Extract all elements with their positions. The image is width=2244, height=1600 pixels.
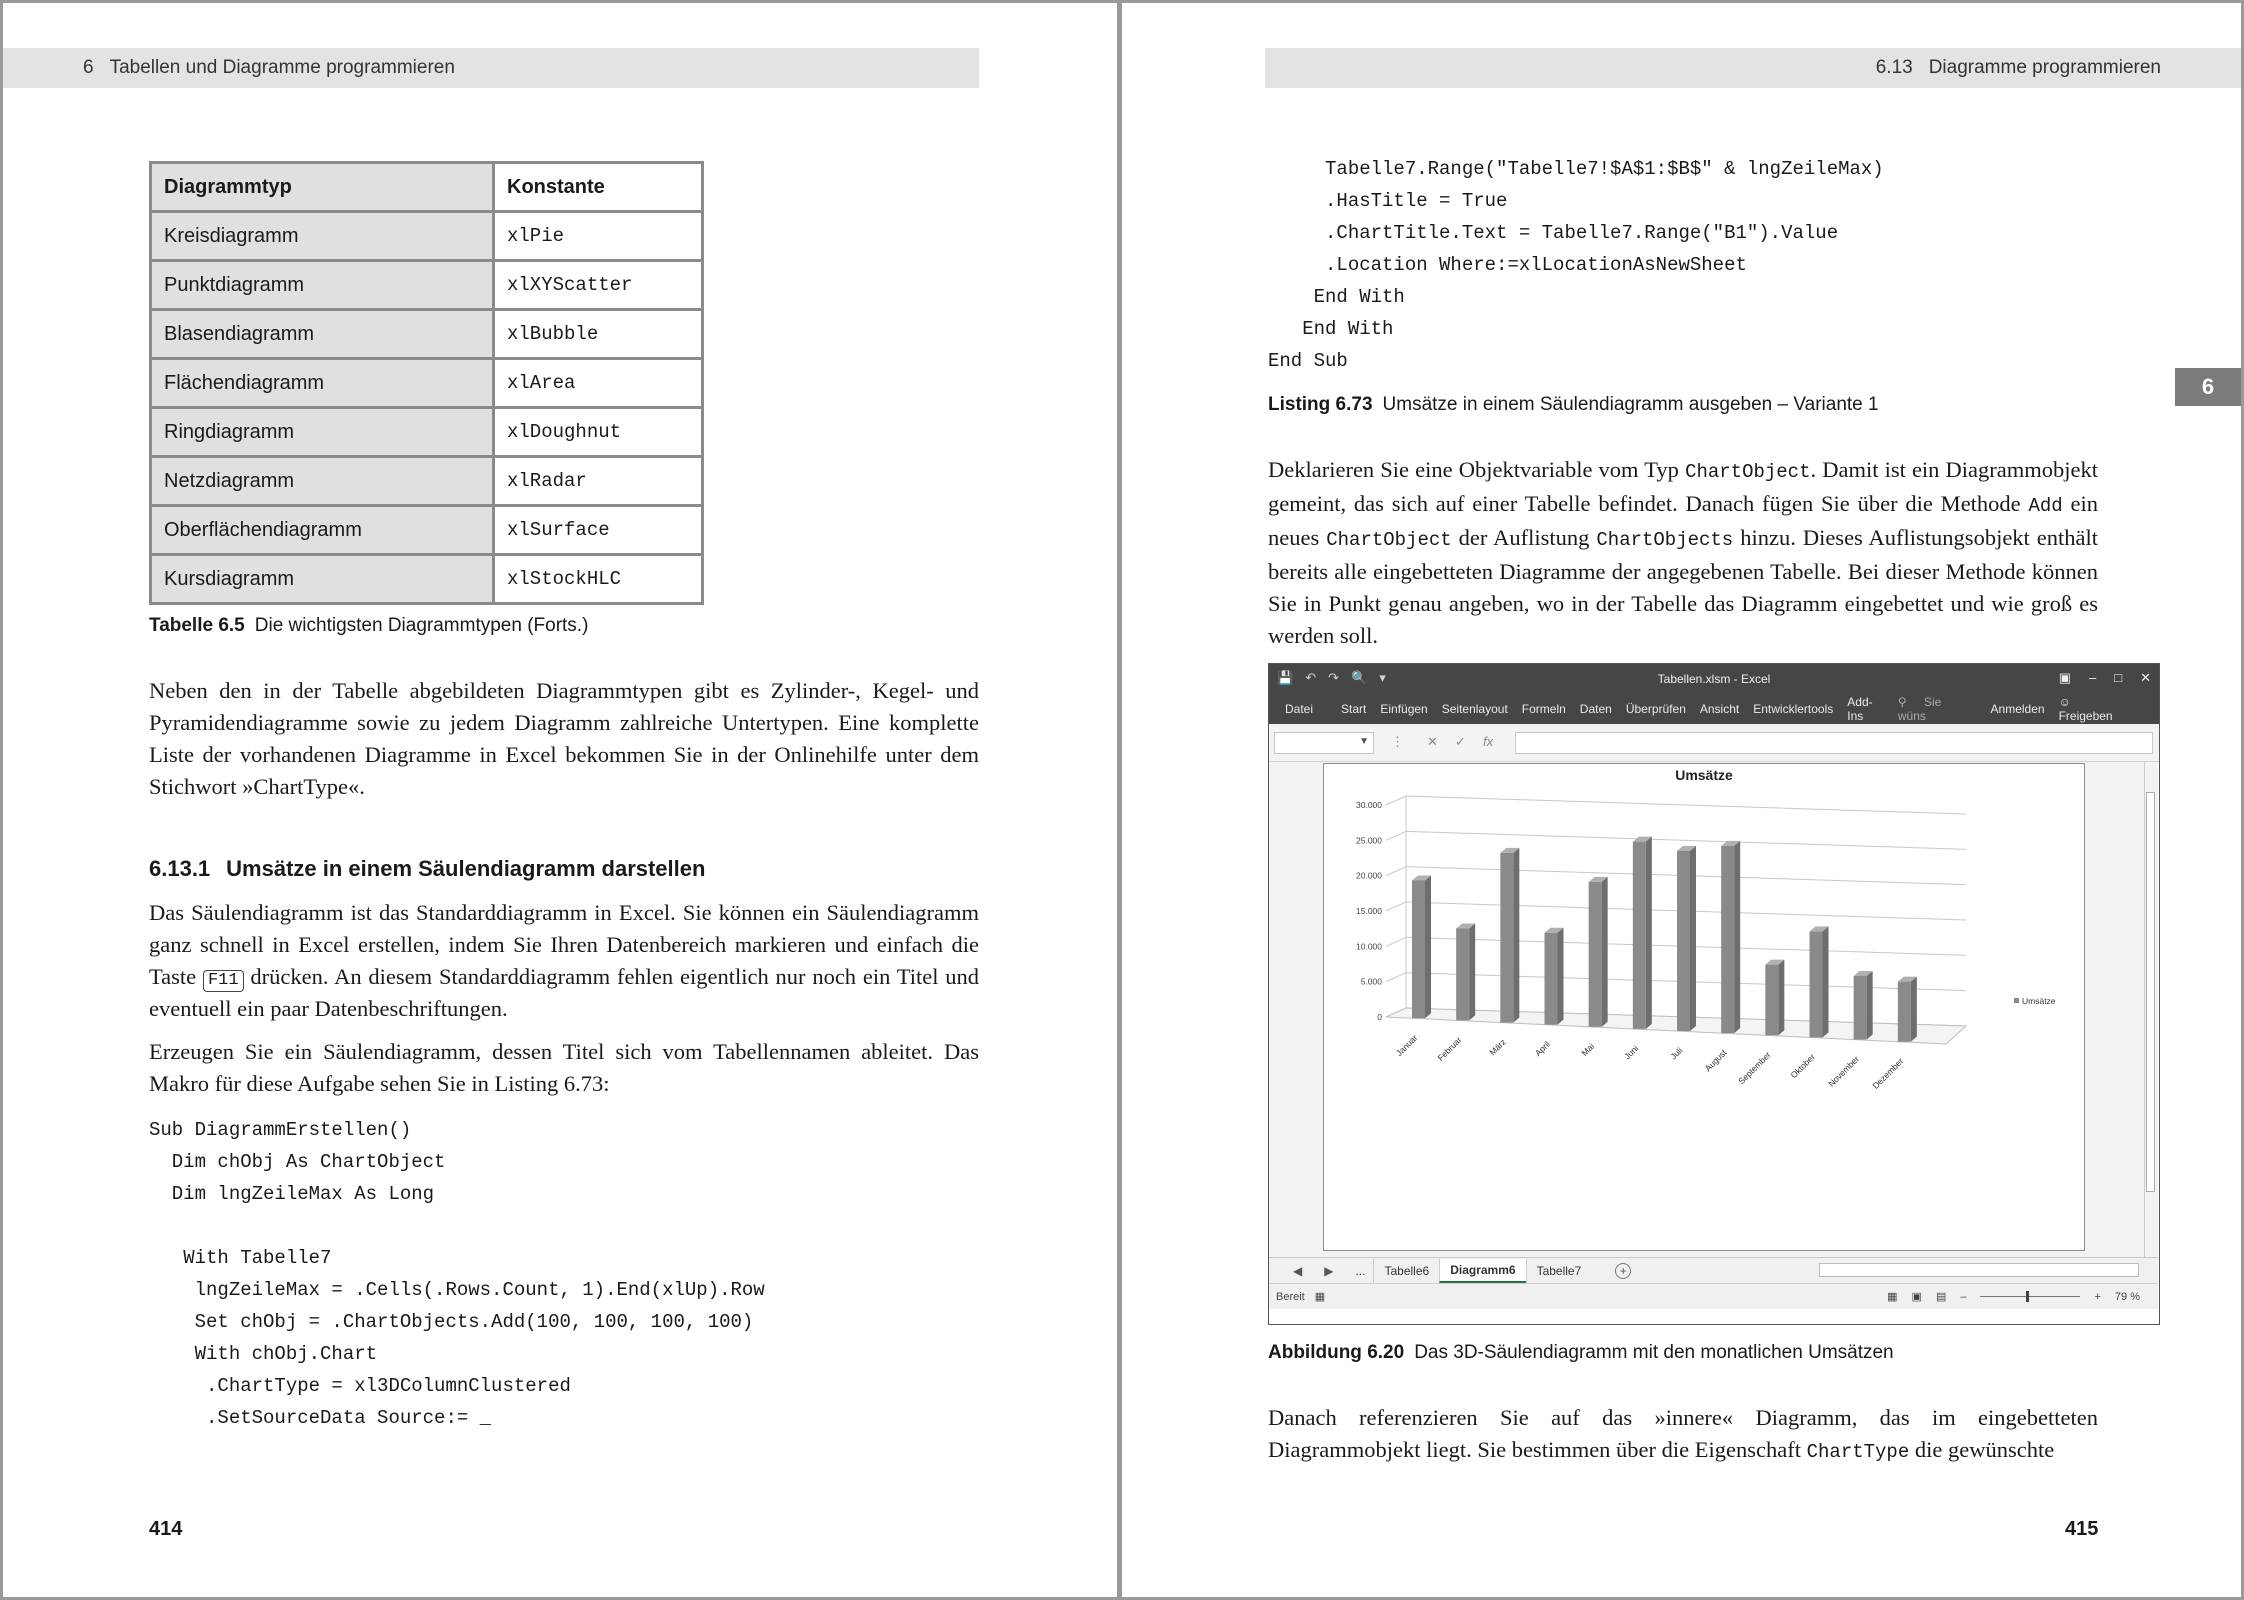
- para-text: . Damit ist ein Diagrammobjekt gemeint, das sich auf einer Tabelle befindet. Danach fügen Sie über die Methode: [1268, 457, 2099, 516]
- x-tick-label: Februar: [1435, 1034, 1464, 1063]
- listing-caption: [1268, 394, 1879, 416]
- bar: [1500, 853, 1513, 1023]
- paragraph-chartobject: [1268, 454, 2098, 652]
- more-options-icon: ⋮: [1391, 734, 1404, 749]
- para-text: ein neues: [1268, 491, 2099, 550]
- y-tick-label: 0: [1377, 1012, 1382, 1022]
- para-text: die gewünschte: [1914, 1437, 2055, 1462]
- tell-me-label: Sie wüns: [1897, 695, 1942, 723]
- bar: [1854, 976, 1867, 1040]
- bar-side: [1513, 848, 1519, 1023]
- table-header-diagramtype: Diagrammtyp: [151, 163, 494, 212]
- table-cell-diagramtype: Flächendiagramm: [151, 359, 494, 408]
- ribbon-tab[interactable]: Entwicklertools: [1753, 702, 1834, 716]
- share-icon: ☺: [2058, 695, 2071, 709]
- sheet-tab[interactable]: Diagramm6: [1439, 1259, 1525, 1283]
- page-number-right: 415: [2065, 1518, 2099, 1540]
- table-cell-diagramtype: Oberflächendiagramm: [151, 506, 494, 555]
- share-button[interactable]: [2059, 695, 2145, 723]
- table-cell-constant: xlArea: [494, 359, 703, 408]
- confirm-icon[interactable]: ✓: [1455, 734, 1466, 749]
- excel-window-screenshot: [1268, 663, 2160, 1325]
- horizontal-scrollbar[interactable]: [1819, 1263, 2139, 1277]
- table-cell-diagramtype: Punktdiagramm: [151, 261, 494, 310]
- zoom-slider[interactable]: [1980, 1296, 2080, 1297]
- page-break-view-icon[interactable]: ▤: [1935, 1291, 1947, 1303]
- bar: [1456, 929, 1469, 1021]
- table-row: [151, 506, 703, 555]
- bar: [1810, 931, 1823, 1037]
- table-cell-diagramtype: Blasendiagramm: [151, 310, 494, 359]
- running-head-title: Diagramme programmieren: [1928, 57, 2161, 78]
- zoom-out-icon[interactable]: –: [1960, 1290, 1967, 1303]
- x-tick-label: Oktober: [1788, 1051, 1817, 1081]
- running-head-left: [3, 48, 979, 88]
- bar: [1545, 933, 1558, 1025]
- running-head-number: 6.13: [1875, 57, 1913, 78]
- table-row: [151, 261, 703, 310]
- name-box[interactable]: [1274, 732, 1374, 754]
- ribbon-tab[interactable]: Add-Ins: [1847, 695, 1873, 723]
- inline-code: Add: [2028, 495, 2063, 517]
- table-caption: [149, 615, 588, 637]
- para-text: Deklarieren Sie eine Objektvariable vom Typ: [1268, 457, 1679, 482]
- bar: [1633, 842, 1646, 1029]
- table-row: [151, 212, 703, 261]
- bar: [1677, 851, 1690, 1031]
- chart-sheet-area: [1269, 762, 2158, 1257]
- x-tick-label: November: [1826, 1053, 1862, 1089]
- table-cell-constant: xlRadar: [494, 457, 703, 506]
- x-tick-label: August: [1702, 1047, 1729, 1074]
- table-cell-diagramtype: Kursdiagramm: [151, 555, 494, 604]
- macro-record-icon[interactable]: ▦: [1314, 1291, 1326, 1303]
- bar-side: [1425, 875, 1431, 1018]
- bar-side: [1646, 837, 1652, 1029]
- listing-caption-label: Listing 6.73: [1268, 394, 1373, 415]
- save-icon[interactable]: 💾: [1277, 670, 1294, 685]
- redo-icon[interactable]: ↷: [1328, 670, 1339, 685]
- bar: [1721, 846, 1734, 1033]
- table-header-row: [151, 163, 703, 212]
- x-tick-label: Januar: [1393, 1032, 1420, 1059]
- window-controls: [2059, 670, 2151, 686]
- prev-sheet-icon[interactable]: ◀: [1293, 1263, 1303, 1278]
- para2-text-b: drücken. An diesem Standarddiagramm fehlen eigentlich nur noch ein Titel und eventuell ein paar Datenbeschriftungen.: [149, 964, 980, 1021]
- x-tick-label: März: [1487, 1036, 1508, 1058]
- table-cell-constant: xlXYScatter: [494, 261, 703, 310]
- para-text: der Auflistung: [1458, 525, 1590, 550]
- gridline-side: [1386, 902, 1406, 911]
- section-title: Umsätze in einem Säulendiagramm darstellen: [226, 856, 706, 881]
- para2-text-a: Das Säulendiagramm ist das Standarddiagramm in Excel. Sie können ein Säulendiagramm ganz schnell in Excel erstellen, indem Sie Ihren Datenbereich markieren und einfach die Taste: [149, 900, 979, 989]
- bar: [1412, 880, 1425, 1018]
- bar: [1898, 982, 1911, 1042]
- chart-type-table: [149, 161, 704, 605]
- share-label: Freigeben: [2058, 709, 2113, 723]
- customize-toolbar-icon[interactable]: ▾: [1379, 670, 1386, 685]
- x-tick-label: Mai: [1579, 1041, 1597, 1058]
- chart-title: Umsätze: [1675, 767, 1733, 783]
- zoom-level[interactable]: 79 %: [2114, 1290, 2140, 1303]
- maximize-icon[interactable]: □: [2114, 670, 2123, 685]
- x-tick-label: September: [1736, 1049, 1773, 1087]
- paragraph-inner-chart: [1268, 1402, 2098, 1468]
- gridline-side: [1386, 796, 1406, 805]
- bar: [1765, 965, 1778, 1036]
- bar-side: [1911, 977, 1917, 1042]
- code-listing-left: Sub DiagrammErstellen() Dim chObj As ChartObject Dim lngZeileMax As Long With Tabelle7 lngZeileMax = .Cells(.Rows.Count, 1).End(xlUp).Row Set chObj = .ChartObjects.Add(100, 100, 100, 100) With chObj.Chart .ChartType = xl3DColumnClustered .SetSourceData Source:= _: [149, 1119, 765, 1429]
- bar-side: [1867, 971, 1873, 1040]
- add-sheet-icon[interactable]: +: [1615, 1263, 1631, 1279]
- ribbon-tab[interactable]: Datei: [1285, 702, 1314, 716]
- table-row: [151, 408, 703, 457]
- chapter-thumb-tab: 6: [2175, 368, 2241, 406]
- next-sheet-icon[interactable]: ▶: [1324, 1263, 1334, 1278]
- table-cell-constant: xlStockHLC: [494, 555, 703, 604]
- table-caption-label: Tabelle 6.5: [149, 615, 245, 636]
- y-tick-label: 5.000: [1360, 976, 1382, 987]
- ribbon-tab[interactable]: Start: [1341, 702, 1367, 716]
- table-header-constant: Konstante: [494, 163, 703, 212]
- table-row: [151, 555, 703, 604]
- gridline-side: [1386, 973, 1406, 982]
- table-cell-diagramtype: Ringdiagramm: [151, 408, 494, 457]
- table-cell-constant: xlPie: [494, 212, 703, 261]
- gridline-side: [1386, 831, 1406, 840]
- chart-svg: [1324, 764, 2084, 1250]
- sheet-tab-bar: [1269, 1257, 2158, 1283]
- sheet-tab[interactable]: Tabelle7: [1526, 1259, 1592, 1283]
- ribbon-tab[interactable]: Formeln: [1521, 702, 1566, 716]
- para-text: Danach referenzieren Sie auf das »innere« Diagramm, das im eingebetteten Diagrammobjekt liegt. Sie bestimmen über die Eigenschaft: [1268, 1405, 2098, 1462]
- table-cell-constant: xlDoughnut: [494, 408, 703, 457]
- undo-icon[interactable]: ↶: [1305, 670, 1317, 685]
- y-tick-label: 25.000: [1356, 835, 1382, 846]
- table-cell-constant: xlBubble: [494, 310, 703, 359]
- excel-title-bar: [1269, 664, 2159, 694]
- bulb-icon: ⚲: [1897, 695, 1907, 709]
- table-cell-diagramtype: Netzdiagramm: [151, 457, 494, 506]
- table-caption-text: Die wichtigsten Diagrammtypen (Forts.): [254, 615, 589, 636]
- formula-input[interactable]: [1515, 732, 2153, 754]
- zoom-in-icon[interactable]: +: [2094, 1290, 2101, 1303]
- paragraph-chart-types: Neben den in der Tabelle abgebildeten Diagrammtypen gibt es Zylinder-, Kegel- und Pyramidendiagramme sowie zu jedem Diagramm zahlreiche Untertypen. Eine komplette Liste der vorhandenen Diagramme in Excel bekommen Sie in der Onlinehilfe unter dem Stichwort »ChartType«.: [149, 678, 979, 799]
- para-text: hinzu. Dieses Auflistungsobjekt enthält bereits alle eingebetteten Diagramme der angegebenen Tabelle. Bei dieser Methode können Sie in Punkt genau angeben, wo in der Tabelle das Diagramm eingebettet und wie groß es werden soll.: [1268, 525, 2099, 648]
- chevron-down-icon: ▼: [1359, 736, 1369, 747]
- page-layout-view-icon[interactable]: ▣: [1911, 1291, 1922, 1303]
- section-heading: [149, 856, 705, 882]
- cancel-icon[interactable]: ✕: [1427, 734, 1438, 749]
- x-tick-label: Juni: [1622, 1043, 1641, 1062]
- formula-bar-area: [1269, 724, 2159, 762]
- inline-code: ChartObjects: [1596, 529, 1734, 551]
- y-tick-label: 15.000: [1356, 906, 1382, 916]
- print-preview-icon[interactable]: 🔍: [1351, 670, 1368, 685]
- y-tick-label: 30.000: [1356, 800, 1382, 810]
- paragraph-macro-intro: Erzeugen Sie ein Säulendiagramm, dessen Titel sich vom Tabellennamen ableitet. Das Makro für diese Aufgabe sehen Sie in Listing 6.73:: [149, 1039, 979, 1096]
- bar-side: [1823, 926, 1829, 1037]
- vertical-scrollbar[interactable]: [2144, 762, 2156, 1257]
- x-tick-label: April: [1532, 1038, 1552, 1059]
- running-head-title: Tabellen und Diagramme programmieren: [109, 57, 455, 78]
- function-icon[interactable]: fx: [1483, 734, 1494, 749]
- close-icon[interactable]: ✕: [2140, 670, 2151, 685]
- ribbon-tabs: [1269, 694, 2159, 724]
- table-row: [151, 457, 703, 506]
- paragraph-column-chart: [149, 897, 979, 1025]
- key-f11: F11: [203, 970, 244, 992]
- legend-label: Umsätze: [2022, 996, 2056, 1006]
- bar: [1589, 882, 1602, 1027]
- section-number: 6.13.1: [149, 856, 211, 881]
- listing-caption-text: Umsätze in einem Säulendiagramm ausgeben – Variante 1: [1382, 394, 1879, 415]
- table-cell-diagramtype: Kreisdiagramm: [151, 212, 494, 261]
- sheet-tab[interactable]: Tabelle6: [1373, 1259, 1439, 1283]
- status-right: [1887, 1290, 2140, 1303]
- legend-swatch: [2014, 998, 2019, 1003]
- ribbon-tab[interactable]: Daten: [1579, 702, 1612, 716]
- gridline-side: [1386, 937, 1406, 946]
- bar-side: [1778, 960, 1784, 1036]
- ribbon-tab[interactable]: Überprüfen: [1625, 702, 1686, 716]
- inline-code: ChartType: [1806, 1441, 1910, 1463]
- figure-caption-text: Das 3D-Säulendiagramm mit den monatlichen Umsätzen: [1414, 1342, 1894, 1363]
- sign-in-button[interactable]: Anmelden: [1990, 702, 2045, 716]
- ribbon-tab[interactable]: Seitenlayout: [1441, 702, 1508, 716]
- minimize-icon[interactable]: –: [2089, 670, 2097, 685]
- page-number-left: 414: [149, 1518, 183, 1540]
- figure-caption: [1268, 1342, 1894, 1364]
- table-cell-constant: xlSurface: [494, 506, 703, 555]
- ribbon-tab[interactable]: Einfügen: [1380, 702, 1428, 716]
- normal-view-icon[interactable]: ▦: [1887, 1291, 1898, 1303]
- ribbon-tab[interactable]: Ansicht: [1699, 702, 1740, 716]
- inline-code: ChartObject: [1326, 529, 1452, 551]
- tell-me-search[interactable]: [1898, 695, 1977, 723]
- bar-side: [1734, 841, 1740, 1033]
- bar-side: [1469, 924, 1475, 1021]
- inline-code: ChartObject: [1685, 461, 1811, 483]
- scrollbar-thumb[interactable]: [2146, 792, 2155, 1192]
- gridline-side: [1386, 867, 1406, 876]
- bar-side: [1602, 877, 1608, 1027]
- gridline: [1406, 796, 1966, 814]
- code-listing-right: Tabelle7.Range("Tabelle7!$A$1:$B$" & lngZeileMax) .HasTitle = True .ChartTitle.Text = Tabelle7.Range("B1").Value .Location Where:=xlLocationAsNewSheet End With End With End Sub: [1268, 158, 1884, 372]
- status-bar: [1269, 1283, 2158, 1309]
- running-head-right: [1265, 48, 2241, 88]
- y-tick-label: 10.000: [1356, 941, 1382, 952]
- more-sheets[interactable]: ...: [1355, 1263, 1366, 1278]
- status-ready: Bereit: [1276, 1290, 1305, 1303]
- ribbon-display-icon[interactable]: ▣: [2058, 670, 2071, 685]
- bar-side: [1558, 928, 1564, 1025]
- y-tick-label: 20.000: [1356, 870, 1382, 881]
- window-title: Tabellen.xlsm - Excel: [1657, 672, 1771, 686]
- table-row: [151, 359, 703, 408]
- figure-caption-label: Abbildung 6.20: [1268, 1342, 1405, 1363]
- x-tick-label: Juli: [1668, 1045, 1685, 1062]
- table-row: [151, 310, 703, 359]
- chart-area[interactable]: [1323, 763, 2085, 1251]
- bar-side: [1690, 846, 1696, 1031]
- running-head-number: 6: [83, 57, 94, 78]
- x-tick-label: Dezember: [1870, 1056, 1906, 1091]
